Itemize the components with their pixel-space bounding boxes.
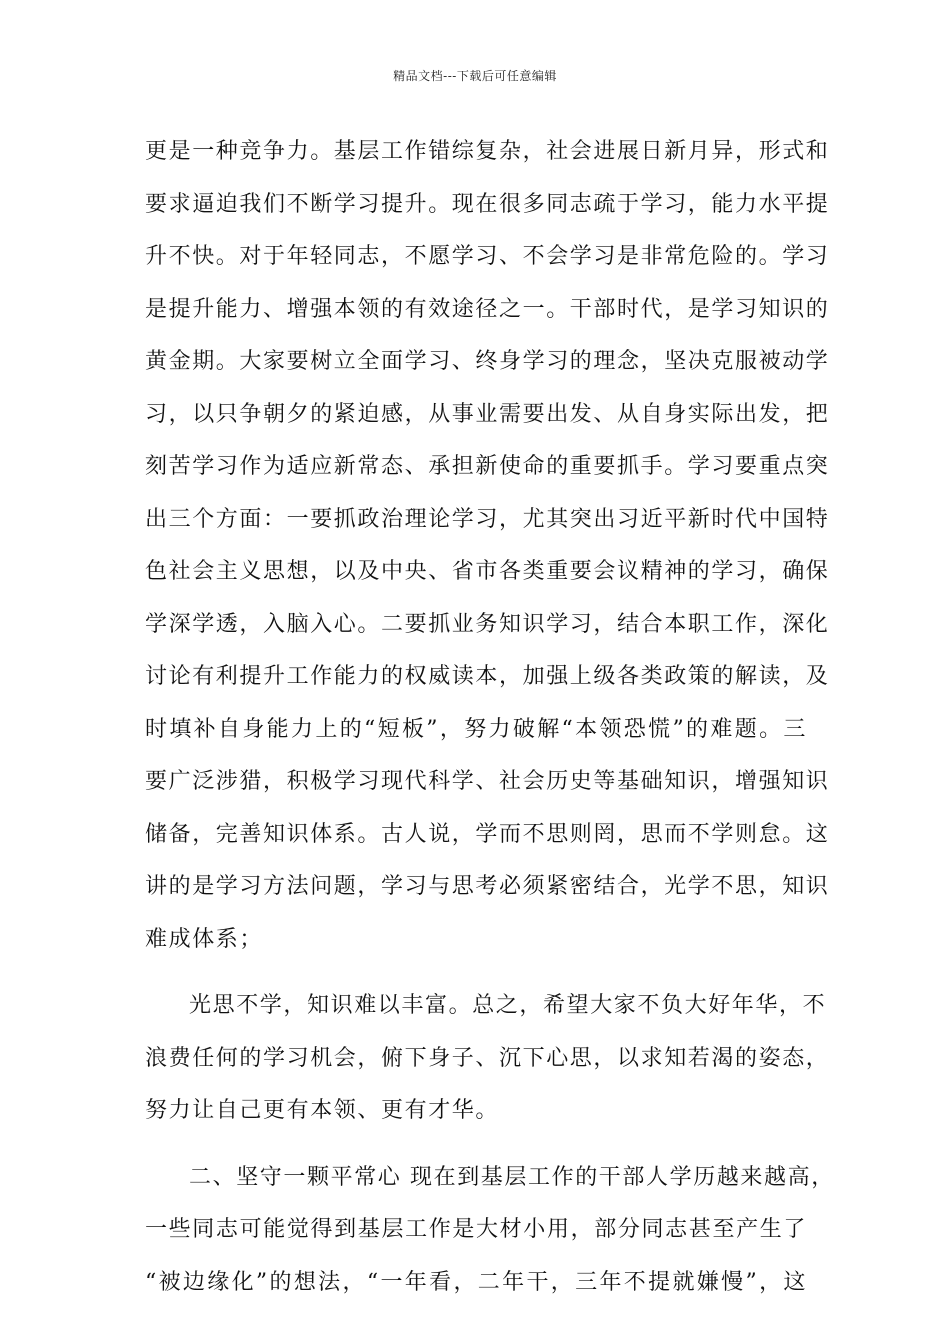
page-header: 精品文档---下载后可任意编辑 — [393, 69, 557, 83]
text-line: 要求逼迫我们不断学习提升。现在很多同志疏于学习，能力水平提 — [145, 191, 830, 217]
text-line: “被边缘化”的想法，“一年看，二年干，三年不提就嫌慢”，这 — [145, 1269, 807, 1295]
text-line: 光思不学，知识难以丰富。总之，希望大家不负大好年华，不 — [189, 993, 827, 1018]
text-line: 讲的是学习方法问题，学习与思考必须紧密结合，光学不思，知识 — [145, 874, 830, 899]
text-line: 时填补自身能力上的“短板”，努力破解“本领恐慌”的难题。三 — [145, 716, 807, 742]
paragraph-2 — [145, 986, 830, 1144]
paragraph-3 — [145, 1158, 835, 1316]
paragraph-1 — [145, 132, 830, 972]
text-line: 学深学透，入脑入心。二要抓业务知识学习，结合本职工作，深化 — [145, 611, 830, 637]
text-line: 升不快。对于年轻同志，不愿学习、不会学习是非常危险的。学习 — [145, 244, 830, 269]
text-line: 讨论有利提升工作能力的权威读本，加强上级各类政策的解读，及 — [145, 664, 830, 689]
text-line: 是提升能力、增强本领的有效途径之一。干部时代，是学习知识的 — [145, 296, 830, 322]
text-line: 色社会主义思想，以及中央、省市各类重要会议精神的学习，确保 — [145, 559, 830, 584]
text-line: 难成体系； — [145, 926, 264, 952]
text-line: 更是一种竞争力。基层工作错综复杂，社会进展日新月异，形式和 — [145, 139, 830, 164]
text-line: 要广泛涉猎，积极学习现代科学、社会历史等基础知识，增强知识 — [145, 769, 830, 794]
text-line: 黄金期。大家要树立全面学习、终身学习的理念，坚决克服被动学 — [145, 349, 830, 374]
text-line: 二、坚守一颗平常心 现在到基层工作的干部人学历越来越高， — [189, 1164, 835, 1190]
text-line: 刻苦学习作为适应新常态、承担新使命的重要抓手。学习要重点突 — [145, 454, 830, 479]
text-line: 浪费任何的学习机会，俯下身子、沉下心思，以求知若渴的姿态， — [145, 1045, 830, 1071]
text-line: 努力让自己更有本领、更有才华。 — [145, 1098, 500, 1123]
text-line: 习，以只争朝夕的紧迫感，从事业需要出发、从自身实际出发，把 — [145, 401, 830, 427]
text-line: 储备，完善知识体系。古人说，学而不思则罔，思而不学则怠。这 — [145, 821, 830, 847]
text-line: 出三个方面：一要抓政治理论学习，尤其突出习近平新时代中国特 — [145, 506, 830, 532]
text-line: 一些同志可能觉得到基层工作是大材小用，部分同志甚至产生了 — [145, 1217, 807, 1242]
document-body — [145, 132, 835, 1315]
